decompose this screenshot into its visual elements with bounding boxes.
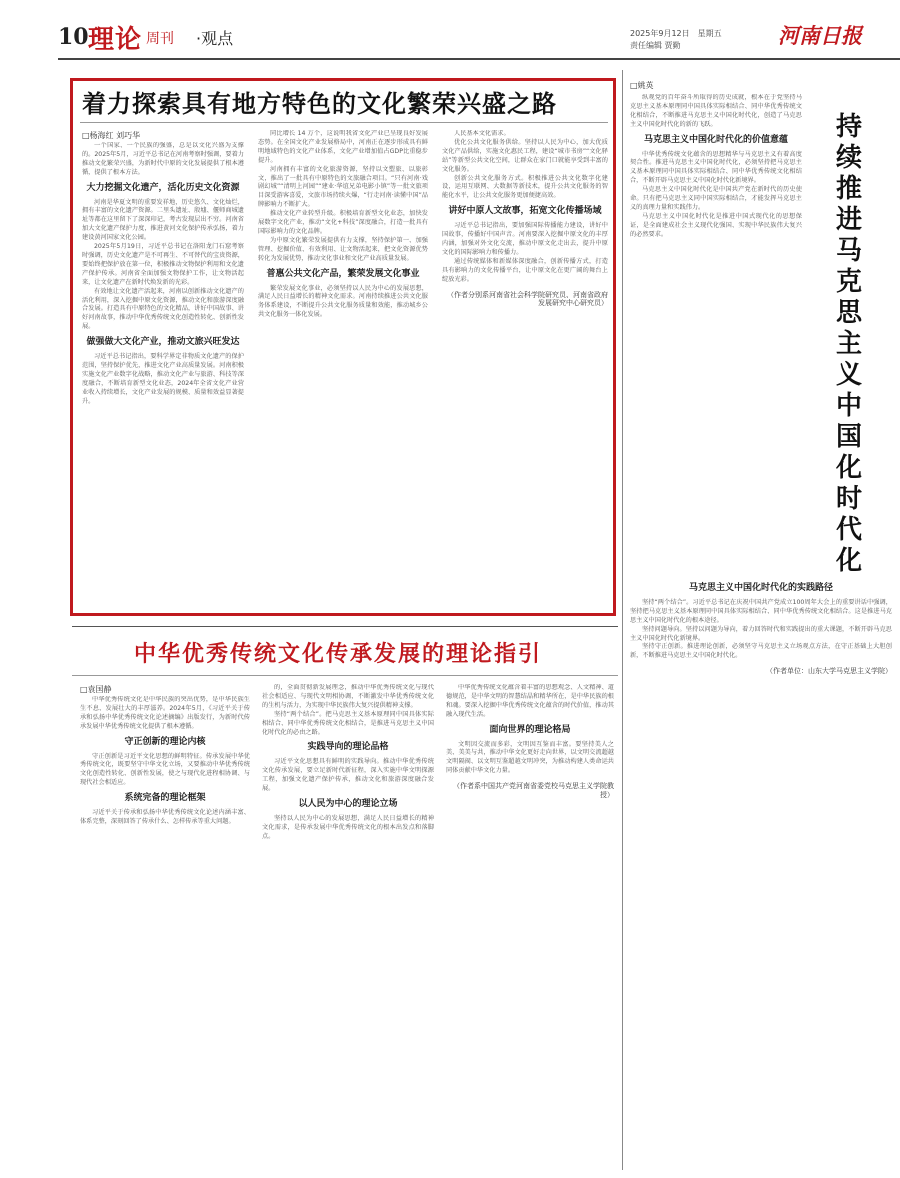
date-line: 2025年9月12日 星期五: [630, 29, 722, 38]
editor-line: 责任编辑 贾勤: [630, 41, 681, 50]
article2-byline: □袁国静: [80, 685, 112, 694]
article2-author-note: （作者系中国共产党河南省委党校马克思主义学院教授）: [453, 782, 614, 800]
article2-paragraph: 习近平文化思想具有鲜明的实践导向。推动中华优秀传统文化传承发展，要立足新时代新征程，深入实施中华文明探源工程，加强文化遗产保护传承，推动文化和旅游深度融合发展。: [262, 758, 434, 793]
article1-author-note: （作者分别系河南省社会科学院研究员、河南省政府发展研究中心研究员）: [447, 290, 608, 308]
article1-paragraph: 为中原文化繁荣发展提供有力支撑，坚持保护第一、加强管理、挖掘价值、有效利用、让文物活起来，把文化资源优势转化为发展优势，推动文化事业和文化产业高质量发展。: [258, 236, 428, 262]
article3-subhead-1: 马克思主义中国化时代化的价值意蕴: [643, 134, 788, 145]
paper-logo: 河南日报: [778, 23, 862, 48]
article1-paragraph: 河南拥有丰富的文化旅游资源，坚持以文塑旅、以旅彰文，推出了一批具有中原特色的文旅融合项目。“只有河南·戏剧幻城”“清明上河园”“建业·华谊兄弟电影小镇”等一批文旅项目深受游客喜爱，文旅市场持续火爆，“行走河南·读懂中国”品牌影响力不断扩大。: [258, 165, 428, 209]
article2-column-2: [262, 684, 434, 1172]
article1-paragraph: 习近平总书记指出，要科学界定非物质文化遗产的保护范围，坚持保护优先，推进文化产业高质量发展。河南积极实施文化产业数字化战略，推动文化产业与旅游、科技等深度融合，不断培育新型文化业态，2024年全省文化产业营业收入持续增长，文化产业发展的规模、质量和效益显著提升。: [82, 353, 244, 405]
article2-paragraph: 文明因交流而多彩，文明因互鉴而丰富。要坚持美人之美、美美与共，推动中华文化更好走向世界，以文明交流超越文明隔阂、以文明互鉴超越文明冲突，为推动构建人类命运共同体贡献中华文化力量。: [446, 740, 614, 775]
article1-column-3: [442, 130, 608, 610]
article3-column-upper: [630, 94, 802, 572]
article3-paragraph: 马克思主义中国化时代化是中国共产党在新时代的历史使命。只有把马克思主义同中国实际相结合，才能发挥马克思主义的真理力量和实践伟力。: [630, 186, 802, 211]
article2-subhead-4: 以人民为中心的理论立场: [298, 798, 398, 809]
article2-subhead-2: 系统完备的理论框架: [124, 793, 206, 804]
column-divider: [622, 70, 623, 1170]
section-title: 理论: [88, 25, 143, 55]
article2-paragraph: 习近平关于传承和弘扬中华优秀传统文化论述内涵丰富、体系完整，深刻回答了传承什么、怎样传承等重大问题。: [80, 809, 250, 825]
article3-author-note: （作者单位：山东大学马克思主义学院）: [766, 667, 892, 676]
article1-paragraph: 同比增长 14 万个，这说明我省文化产业已呈现良好发展态势。在全国文化产业发展格局中，河南正在逐步形成具有鲜明地域特色的文化产业体系，文化产业增加值占GDP比重稳步提升。: [258, 130, 428, 164]
article1-title: 着力探索具有地方特色的文化繁荣兴盛之路: [82, 90, 557, 118]
article3-column-lower: [630, 580, 892, 1172]
article1-subhead-4: 讲好中原人文故事，拓宽文化传播场域: [448, 206, 602, 217]
article1-paragraph: 繁荣发展文化事业，必须坚持以人民为中心的发展思想，满足人民日益增长的精神文化需求。河南持续推进公共文化服务体系建设，不断提升公共文化服务质量和效能，推动城乡公共文化服务一体化发展。: [258, 284, 428, 319]
article3-paragraph: 纵观党的百年奋斗所取得的历史成就，根本在于党坚持马克思主义基本原理同中国具体实际相结合、同中华优秀传统文化相结合，不断推进马克思主义中国化时代化，创造了马克思主义中国化时代化的新的飞跃。: [630, 94, 802, 128]
page-number: 10: [58, 24, 89, 50]
article2-title: 中华优秀传统文化传承发展的理论指引: [133, 642, 542, 667]
article2-paragraph: 坚持以人民为中心的发展思想，满足人民日益增长的精神文化需求，是传承发展中华优秀传统文化的根本出发点和落脚点。: [262, 814, 434, 840]
article1-paragraph: 有效地让文化遗产活起来，河南以创新推动文化遗产的活化利用，深入挖掘中原文化资源，推动文化和旅游深度融合发展。打造具有中原特色的文化精品，讲好中国故事、讲好河南故事，推动中华优秀传统文化创造性转化、创新性发展。: [82, 287, 244, 331]
article1-paragraph: 习近平总书记指出，要加强国际传播能力建设，讲好中国故事，传播好中国声音。河南要深入挖掘中原文化的丰厚内涵，加强对外文化交流，推动中原文化走出去，提升中原文化的国际影响力和传播力。: [442, 222, 608, 256]
article1-paragraph: 2025年5月19日，习近平总书记在洛阳龙门石窟考察时强调，历史文化遗产是不可再生、不可替代的宝贵资源，要始终把保护放在第一位，积极推动文物保护利用和文化遗产保护传承。河南省全面加强文物保护工作，让文物活起来，让文化遗产在新时代焕发新的光彩。: [82, 243, 244, 286]
masthead-rule: [58, 58, 900, 60]
article3-paragraph: 中华优秀传统文化蕴含的思想精华与马克思主义有着高度契合性。推进马克思主义中国化时代化，必须坚持把马克思主义基本原理同中国具体实际相结合、同中华优秀传统文化相结合，不断开辟马克思主义中国化时代化新境界。: [630, 150, 802, 185]
article1-paragraph: 一个国家、一个民族的强盛，总是以文化兴盛为支撑的。2025年5月，习近平总书记在河南考察时强调，要着力推动文化繁荣兴盛，为新时代中原的文化发展提供了根本遵循，提供了根本方法。: [82, 142, 244, 176]
article2-top-rule: [72, 626, 618, 627]
article2-column-1: [80, 696, 250, 1172]
article2-title-rule: [72, 675, 618, 676]
article2-subhead-1: 守正创新的理论内核: [124, 736, 206, 747]
section-subtitle: 周刊: [146, 31, 174, 47]
article2-paragraph: 坚持“两个结合”。把马克思主义基本原理同中国具体实际相结合、同中华优秀传统文化相结合，是推进马克思主义中国化时代化的必由之路。: [262, 710, 434, 736]
article1-paragraph: 人民基本文化需求。: [454, 130, 510, 137]
article3-title: 持续推进马克思主义中国化时代化: [835, 112, 862, 576]
article1-subhead-2: 做强做大文化产业，推动文旅兴旺发达: [86, 337, 240, 348]
article3-subhead-2: 马克思主义中国化时代化的实践路径: [688, 583, 833, 593]
article1-paragraph: 河南是华夏文明的重要发祥地，历史悠久、文化灿烂，拥有丰富的文化遗产资源。二里头遗址、殷墟、偃师商城遗址等都在这里留下了深深印记，考古发现层出不穷。河南省加大文化遗产保护力度，推进黄河文化保护传承弘扬，着力建设黄河国家文化公园。: [82, 198, 244, 242]
article3-paragraph: 坚持守正创新。推进理论创新，必须坚守马克思主义立场观点方法，在守正基础上大胆创新，不断推进马克思主义中国化时代化。: [630, 643, 892, 660]
article2-column-3: [446, 684, 614, 1172]
article1-column-2: [258, 130, 428, 610]
section-subtitle-2: ·观点: [196, 29, 234, 48]
article1-title-rule: [80, 122, 608, 123]
article3-byline: □姚英: [630, 81, 654, 90]
article1-paragraph: 推动文化产业转型升级。积极培育新型文化业态，加快发展数字文化产业，推动“文化+科技”深度融合，打造一批具有国际影响力的文化品牌。: [258, 210, 428, 235]
article1-paragraph: 创新公共文化服务方式。积极推进公共文化数字化建设，运用互联网、大数据等新技术，提升公共文化服务的智能化水平，让公共文化服务更加便捷高效。: [442, 174, 608, 200]
article3-paragraph: 坚持“两个结合”。习近平总书记在庆祝中国共产党成立100周年大会上的重要讲话中强调，坚持把马克思主义基本原理同中国具体实际相结合、同中华优秀传统文化相结合。这是推进马克思主义中国化时代化的根本途径。: [630, 598, 892, 624]
article3-paragraph: 马克思主义中国化时代化是推进中国式现代化的思想保证，是全面建成社会主义现代化强国、实现中华民族伟大复兴的必然要求。: [630, 212, 802, 238]
article1-paragraph: 通过传统媒体和新媒体深度融合，创新传播方式，打造具有影响力的文化传播平台，让中原文化在更广阔的舞台上绽放光彩。: [442, 257, 608, 283]
article2-paragraph: 中华优秀传统文化是中华民族的突出优势，是中华民族生生不息、发展壮大的丰厚滋养。2024年5月，《习近平关于传承和弘扬中华优秀传统文化论述摘编》出版发行，为新时代传承发展中华优秀传统文化提供了根本遵循。: [80, 696, 250, 730]
article1-paragraph: 优化公共文化服务供给。坚持以人民为中心，加大优质文化产品供给，实施文化惠民工程，建设“城市书房”“文化驿站”等新型公共文化空间，让群众在家门口就能享受到丰富的文化服务。: [442, 138, 608, 173]
article3-paragraph: 坚持问题导向。坚持以问题为导向，着力回答时代和实践提出的重大课题，不断开辟马克思主义中国化时代化新境界。: [630, 625, 892, 642]
article2-subhead-3: 实践导向的理论品格: [307, 742, 389, 753]
article1-byline: □杨海红 刘巧华: [82, 131, 141, 140]
article2-paragraph: 的，全面贯彻新发展理念，推动中华优秀传统文化与现代社会相适应、与现代文明相协调，不断激发中华优秀传统文化的生机与活力，为实现中华民族伟大复兴提供精神支撑。: [262, 684, 434, 709]
article1-subhead-3: 普惠公共文化产品，繁荣发展文化事业: [266, 268, 420, 279]
article1-subhead-1: 大力挖掘文化遗产，活化历史文化资源: [86, 182, 240, 193]
article2-paragraph: 守正创新是习近平文化思想的鲜明特征。传承发展中华优秀传统文化，既要坚守中华文化立场，又要推动中华优秀传统文化创造性转化、创新性发展，使之与现代化进程相协调、与现代社会相适应。: [80, 752, 250, 787]
article2-paragraph: 中华优秀传统文化蕴含着丰富的思想观念、人文精神、道德规范，是中华文明的智慧结晶和精华所在，是中华民族的根和魂。要深入挖掘中华优秀传统文化蕴含的时代价值，推动其融入现代生活。: [446, 684, 614, 718]
article1-column-1: [82, 142, 244, 610]
article2-subhead-5: 面向世界的理论格局: [489, 724, 571, 735]
